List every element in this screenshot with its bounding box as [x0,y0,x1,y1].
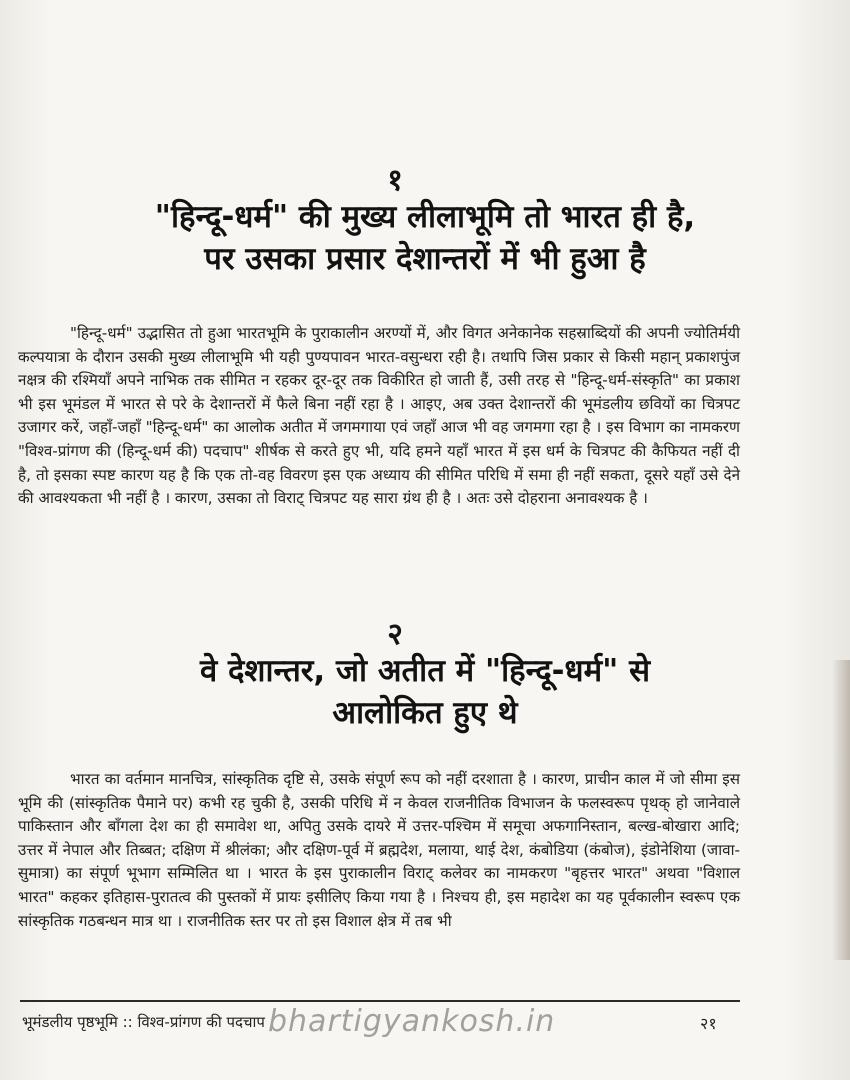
section-heading-1 [60,196,790,280]
footer-divider [20,1000,740,1002]
section-number-2: २ [387,617,403,652]
watermark: bhartigyankosh.in [268,1004,556,1039]
page-number: २१ [700,1014,717,1033]
section-heading-1-line1: "हिन्दू-धर्म" की मुख्य लीलाभूमि तो भारत ही है, [154,199,696,235]
section-heading-2 [60,650,790,734]
section-heading-1-line2: पर उसका प्रसार देशान्तरों में भी हुआ है [204,241,646,277]
page-edge-shadow [832,660,850,960]
section-paragraph-1: "हिन्दू-धर्म" उद्भासित तो हुआ भारतभूमि के पुराकालीन अरण्यों में, और विगत अनेकानेक सहस्राब्दियों की अपनी ज्योतिर्मयी कल्पयात्रा के दौरान उसकी मुख्य लीलाभूमि भी यही पुण्यपावन भारत-वसुन्धरा रही है। तथापि जिस प्रकार से किसी महान् प्रकाशपुंज नक्षत्र की रश्मियाँ अपने नाभिक तक सीमित न रहकर दूर-दूर तक विकीरित हो जाती हैं, उसी तरह से "हिन्दू-धर्म-संस्कृति" का प्रकाश भी इस भूमंडल में भारत से परे के देशान्तरों में फैले बिना नहीं रहा है । आइए, अब उक्त देशान्तरों की भूमंडलीय छवियों का चित्रपट उजागर करें, जहाँ-जहाँ "हिन्दू-धर्म" का आलोक अतीत में जगमगाया एवं जहाँ आज भी वह जगमगा रहा है । इस विभाग का नामकरण "विश्व-प्रांगण की (हिन्दू-धर्म की) पदचाप" शीर्षक से करते हुए भी, यदि हमने यहाँ भारत में इस धर्म के चित्रपट की कैफियत नहीं दी है, तो इसका स्पष्ट कारण यह है कि एक तो-वह विवरण इस एक अध्याय की सीमित परिधि में समा ही नहीं सकता, दूसरे यहाँ उसे देने की आवश्यकता भी नहीं है । कारण, उसका तो विराट् चित्रपट यह सारा ग्रंथ ही है । अतः उसे दोहराना अनावश्यक है । [18,324,740,508]
section-paragraph-2: भारत का वर्तमान मानचित्र, सांस्कृतिक दृष्टि से, उसके संपूर्ण रूप को नहीं दरशाता है । कारण, प्राचीन काल में जो सीमा इस भूमि की (सांस्कृतिक पैमाने पर) कभी रह चुकी है, उसकी परिधि में न केवल राजनीतिक विभाजन के फलस्वरूप पृथक् हो जानेवाले पाकिस्तान और बाँगला देश का ही समावेश था, अपितु उसके दायरे में उत्तर-पश्चिम में समूचा अफगानिस्तान, बल्ख-बोखारा आदि; उत्तर में नेपाल और तिब्बत; दक्षिण में श्रीलंका; और दक्षिण-पूर्व में ब्रह्मदेश, मलाया, थाई देश, कंबोडिया (कंबोज), इंडोनेशिया (जावा-सुमात्रा) का संपूर्ण भूभाग सम्मिलित था । भारत के इस पुराकालीन विराट् कलेवर का नामकरण "बृहत्तर भारत" अथवा "विशाल भारत" कहकर इतिहास-पुरातत्व की पुस्तकों में प्रायः इसीलिए किया गया है । निश्चय ही, इस महादेश का यह पूर्वकालीन स्वरूप एक सांस्कृतिक गठबन्धन मात्र था । राजनीतिक स्तर पर तो इस विशाल क्षेत्र में तब भी [18,770,740,930]
running-footer: भूमंडलीय पृष्ठभूमि :: विश्व-प्रांगण की पदचाप [22,1013,265,1031]
section-number-1: १ [387,163,403,198]
section-heading-2-line1: वे देशान्तर, जो अतीत में "हिन्दू-धर्म" से [199,653,651,689]
section-heading-2-line2: आलोकित हुए थे [332,695,518,731]
